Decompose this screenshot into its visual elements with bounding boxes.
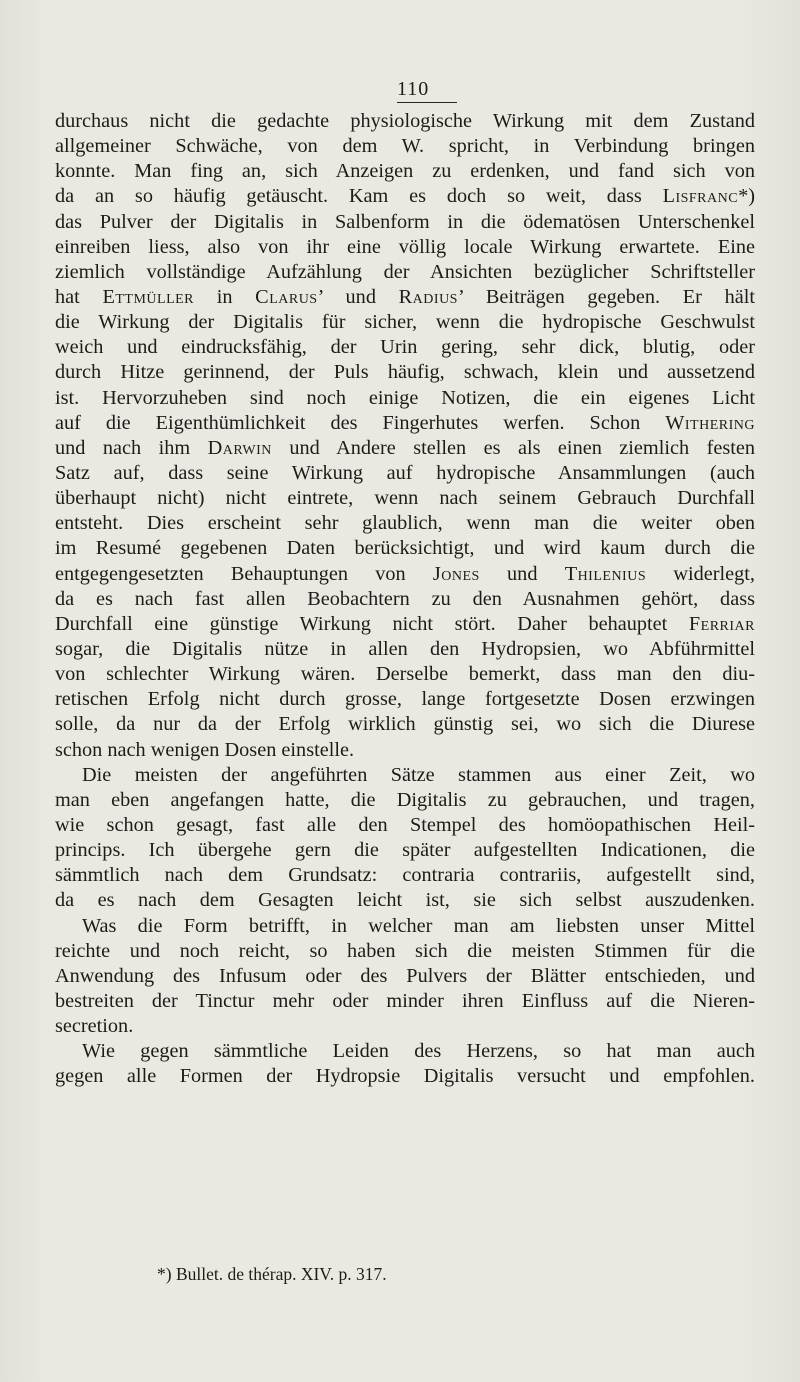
text-line — [55, 687, 755, 712]
text-segment: ziemlich vollständige Aufzählung der Ansichten bezüglicher Schriftsteller — [55, 260, 755, 283]
text-segment: da es nach dem Gesagten leicht ist, sie sich selbst auszudenken. — [55, 889, 755, 912]
text-line — [55, 763, 755, 788]
author-name: Ferriar — [688, 612, 755, 635]
text-segment: auf die Eigenthümlichkeit des Fingerhutes werfen. Schon — [55, 411, 666, 434]
text-line — [55, 461, 755, 486]
author-name: Jones — [432, 562, 480, 585]
text-segment: Wie gegen sämmtliche Leiden des Herzens, so hat man auch — [82, 1040, 755, 1063]
text-line — [55, 637, 755, 662]
text-line — [55, 511, 755, 536]
text-segment: allgemeiner Schwäche, von dem W. spricht, in Verbindung bringen — [55, 135, 755, 158]
text-line — [55, 914, 755, 939]
text-line — [55, 285, 755, 310]
text-segment: Die meisten der angeführten Sätze stammen aus einer Zeit, wo — [82, 763, 755, 786]
text-segment: durchaus nicht die gedachte physiologische Wirkung mit dem Zustand — [55, 110, 755, 132]
text-line — [55, 1039, 755, 1064]
text-line — [55, 1014, 755, 1039]
text-line — [55, 486, 755, 511]
text-line — [55, 838, 755, 863]
text-segment: konnte. Man fing an, sich Anzeigen zu erdenken, und fand sich von — [55, 160, 755, 183]
text-segment: hat — [55, 285, 103, 308]
text-segment: entgegengesetzten Behauptungen von — [55, 562, 433, 585]
text-segment: ’ Beiträgen gegeben. Er hält — [457, 285, 755, 308]
author-name: Thilenius — [564, 562, 647, 585]
text-segment: ’ und — [317, 285, 399, 308]
text-line — [55, 964, 755, 989]
text-line — [55, 939, 755, 964]
text-segment: und — [479, 562, 565, 585]
text-line — [55, 134, 755, 159]
text-segment: *) — [738, 185, 755, 208]
text-segment: und nach ihm — [55, 436, 208, 459]
text-segment: princips. Ich übergehe gern die später aufgestellten Indicationen, die — [55, 839, 755, 862]
text-segment: durch Hitze gerinnend, der Puls häufig, schwach, klein und aussetzend — [55, 361, 755, 384]
text-line — [55, 863, 755, 888]
text-line — [55, 712, 755, 737]
author-name: Ettmüller — [102, 285, 195, 308]
text-segment: sämmtlich nach dem Grundsatz: contraria contrariis, aufgestellt sind, — [55, 864, 755, 887]
text-segment: bestreiten der Tinctur mehr oder minder ihren Einfluss auf die Nieren- — [55, 989, 755, 1012]
text-segment: Durchfall eine günstige Wirkung nicht stört. Daher behauptet — [55, 612, 689, 635]
text-segment: reichte und noch reicht, so haben sich die meisten Stimmen für die — [55, 939, 755, 962]
text-segment: ist. Hervorzuheben sind noch einige Notizen, die ein eigenes Licht — [55, 386, 755, 409]
text-segment: und Andere stellen es als einen ziemlich festen — [271, 436, 755, 459]
text-segment: secretion. — [55, 1015, 134, 1038]
text-line — [55, 360, 755, 385]
text-line — [55, 788, 755, 813]
text-line — [55, 411, 755, 436]
text-line — [55, 662, 755, 687]
text-line — [55, 235, 755, 260]
text-line — [55, 813, 755, 838]
text-segment: wie schon gesagt, fast alle den Stempel des homöopathischen Heil- — [55, 813, 755, 836]
text-line — [55, 562, 755, 587]
text-segment: solle, da nur da der Erfolg wirklich günstig sei, wo sich die Diurese — [55, 713, 755, 736]
text-line — [55, 989, 755, 1014]
text-segment: weich und eindrucksfähig, der Urin gering, sehr dick, blutig, oder — [55, 336, 755, 359]
text-segment: in — [194, 285, 256, 308]
text-line — [55, 436, 755, 461]
author-name: Clarus — [255, 285, 318, 308]
text-line — [55, 888, 755, 913]
text-line — [55, 159, 755, 184]
author-name: Lisfranc — [662, 185, 739, 208]
author-name: Radius — [398, 285, 458, 308]
text-segment: von schlechter Wirkung wären. Derselbe bemerkt, dass man den diu- — [55, 663, 755, 686]
text-segment: die Wirkung der Digitalis für sicher, wenn die hydropische Geschwulst — [55, 311, 755, 334]
text-line — [55, 612, 755, 637]
text-line — [55, 109, 755, 134]
text-line — [55, 1064, 755, 1089]
text-segment: schon nach wenigen Dosen einstelle. — [55, 738, 355, 761]
author-name: Withering — [665, 411, 755, 434]
text-segment: widerlegt, — [646, 562, 755, 585]
text-line — [55, 738, 755, 763]
text-segment: entsteht. Dies erscheint sehr glaublich, wenn man die weiter oben — [55, 512, 755, 535]
text-line — [55, 310, 755, 335]
text-segment: Was die Form betrifft, in welcher man am liebsten unser Mittel — [82, 914, 755, 937]
text-segment: einreiben liess, also von ihr eine völlig locale Wirkung erwartete. Eine — [55, 235, 755, 258]
page-number: 110 — [397, 77, 457, 103]
text-line — [55, 587, 755, 612]
text-line — [55, 335, 755, 360]
text-segment: da es nach fast allen Beobachtern zu den Ausnahmen gehört, dass — [55, 587, 755, 610]
text-segment: gegen alle Formen der Hydropsie Digitalis versucht und empfohlen. — [55, 1065, 755, 1088]
body-text — [55, 109, 755, 1089]
text-segment: man eben angefangen hatte, die Digitalis zu gebrauchen, und tragen, — [55, 788, 755, 811]
text-segment: retischen Erfolg nicht durch grosse, lange fortgesetzte Dosen erzwingen — [55, 688, 755, 711]
author-name: Darwin — [207, 436, 272, 459]
text-segment: Anwendung des Infusum oder des Pulvers der Blätter entschieden, und — [55, 964, 755, 987]
text-segment: Satz auf, dass seine Wirkung auf hydropische Ansammlungen (auch — [55, 461, 755, 484]
footnote: *) Bullet. de thérap. XIV. p. 317. — [157, 1264, 387, 1284]
text-line — [55, 260, 755, 285]
text-segment: überhaupt nicht) nicht eintrete, wenn nach seinem Gebrauch Durchfall — [55, 487, 755, 510]
text-segment: da an so häufig getäuscht. Kam es doch so weit, dass — [55, 185, 663, 208]
text-segment: sogar, die Digitalis nütze in allen den Hydropsien, wo Abführmittel — [55, 637, 755, 660]
text-line — [55, 184, 755, 209]
text-line — [55, 536, 755, 561]
text-segment: das Pulver der Digitalis in Salbenform in die ödematösen Unterschenkel — [55, 210, 755, 233]
text-segment: im Resumé gegebenen Daten berücksichtigt, und wird kaum durch die — [55, 537, 755, 560]
text-line — [55, 210, 755, 235]
text-line — [55, 386, 755, 411]
